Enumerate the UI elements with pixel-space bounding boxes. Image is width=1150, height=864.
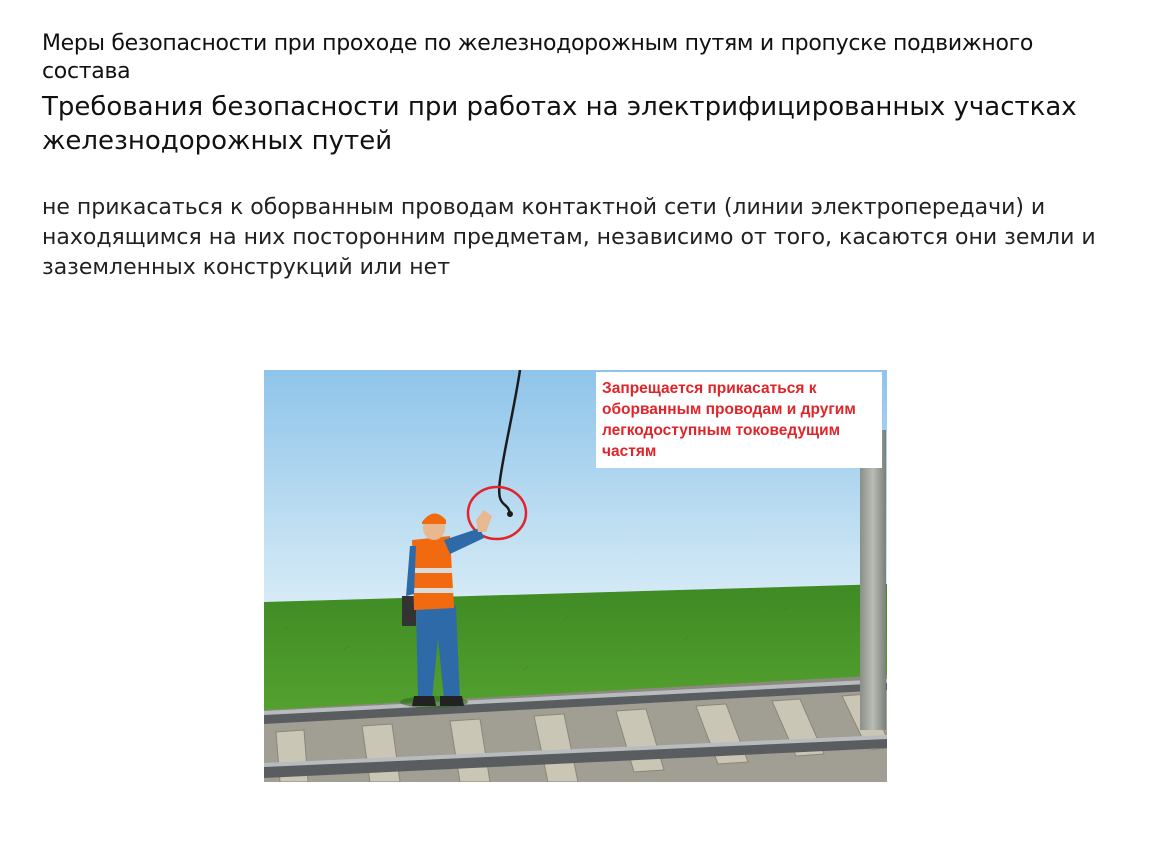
safety-rule-text: не прикасаться к оборванным проводам контактной сети (линии электропередачи) и находящимся на них посторонним предметам, независимо от того, касаются они земли и заземленных конструкций или нет [42, 195, 1096, 280]
catenary-pole [860, 430, 886, 730]
warning-label [596, 372, 882, 468]
section-heading: Требования безопасности при работах на электрифицированных участках железнодорожных путей [42, 92, 1077, 156]
page-title: Меры безопасности при проходе по железнодорожным путям и пропуске подвижного состава [42, 31, 1034, 84]
warning-text: Запрещается прикасаться к оборванным проводам и другим легкодоступным токоведущим частям [602, 380, 856, 460]
safety-illustration [264, 370, 887, 782]
